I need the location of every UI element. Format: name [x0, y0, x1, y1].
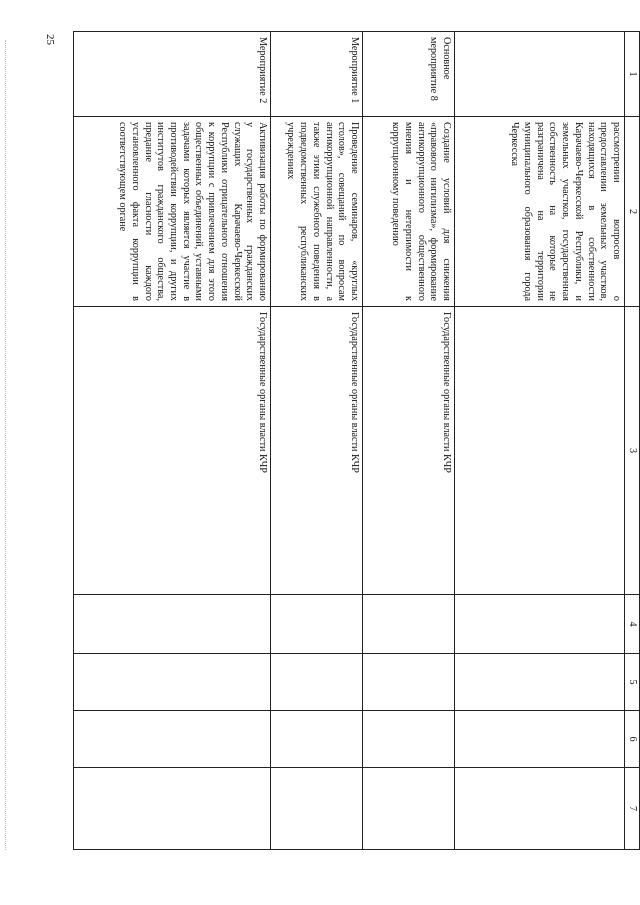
header-cell: 6: [625, 711, 640, 768]
row-cell-6: [363, 711, 455, 768]
row-cell-5: [363, 654, 455, 711]
row-cell-4: [271, 595, 363, 654]
row-description: Проведение семинаров, «круглых столов», совещаний по вопросам антикоррупционной направленности, а также этики служебного поведения в подведомственных республиканских учреждениях: [271, 117, 363, 307]
header-cell: 2: [625, 117, 640, 307]
header-cell: 3: [625, 307, 640, 595]
row-label: Основное мероприятие 8: [363, 32, 455, 117]
row-cell-6: [455, 711, 625, 768]
header-cell: 4: [625, 595, 640, 654]
table-row: [74, 32, 271, 850]
table-row: [271, 32, 363, 850]
row-cell-7: [74, 768, 271, 850]
row-cell-7: [363, 768, 455, 850]
row-executor: Государственные органы власти КЧР: [74, 307, 271, 595]
table-row: [455, 32, 625, 850]
row-cell-5: [74, 654, 271, 711]
table-row: [363, 32, 455, 850]
row-cell-4: [74, 595, 271, 654]
row-cell-4: [455, 595, 625, 654]
header-cell: 1: [625, 32, 640, 117]
row-label: Мероприятие 2: [74, 32, 271, 117]
row-executor: Государственные органы власти КЧР: [363, 307, 455, 595]
row-cell-4: [363, 595, 455, 654]
table-header-row: [625, 32, 640, 850]
header-cell: 7: [625, 768, 640, 850]
header-cell: 5: [625, 654, 640, 711]
row-executor: Государственные органы власти КЧР: [271, 307, 363, 595]
row-cell-7: [271, 768, 363, 850]
row-cell-5: [271, 654, 363, 711]
row-description: Создание условий для снижения «правового нигилизма», формирование антикоррупционного общественного мнения и нетерпимости к коррупционному поведению: [363, 117, 455, 307]
row-description: рассмотрении вопросов о предоставлении земельных участков, находящихся в собственности Карачаево-Черкесской Республики, и земельных участков, государственная собственность на которые не разграничена на территории муниципального образования города Черкесска: [455, 117, 625, 307]
program-table: [73, 31, 640, 850]
row-label: [455, 32, 625, 117]
row-label: Мероприятие 1: [271, 32, 363, 117]
row-cell-6: [271, 711, 363, 768]
page-number: 25: [44, 34, 56, 45]
row-cell-6: [74, 711, 271, 768]
row-cell-5: [455, 654, 625, 711]
row-cell-7: [455, 768, 625, 850]
row-executor: [455, 307, 625, 595]
row-description: Активизация работы по формированию у государственных гражданских служащих Карачаево-Черкесской Республики отрицательного отношения к коррупции с привлечением для этого общественных объединений, уставными задачами которых является участие в противодействии коррупции, и других институтов гражданского общества, предание гласности каждого установленного факта коррупции в соответствующем органе: [74, 117, 271, 307]
